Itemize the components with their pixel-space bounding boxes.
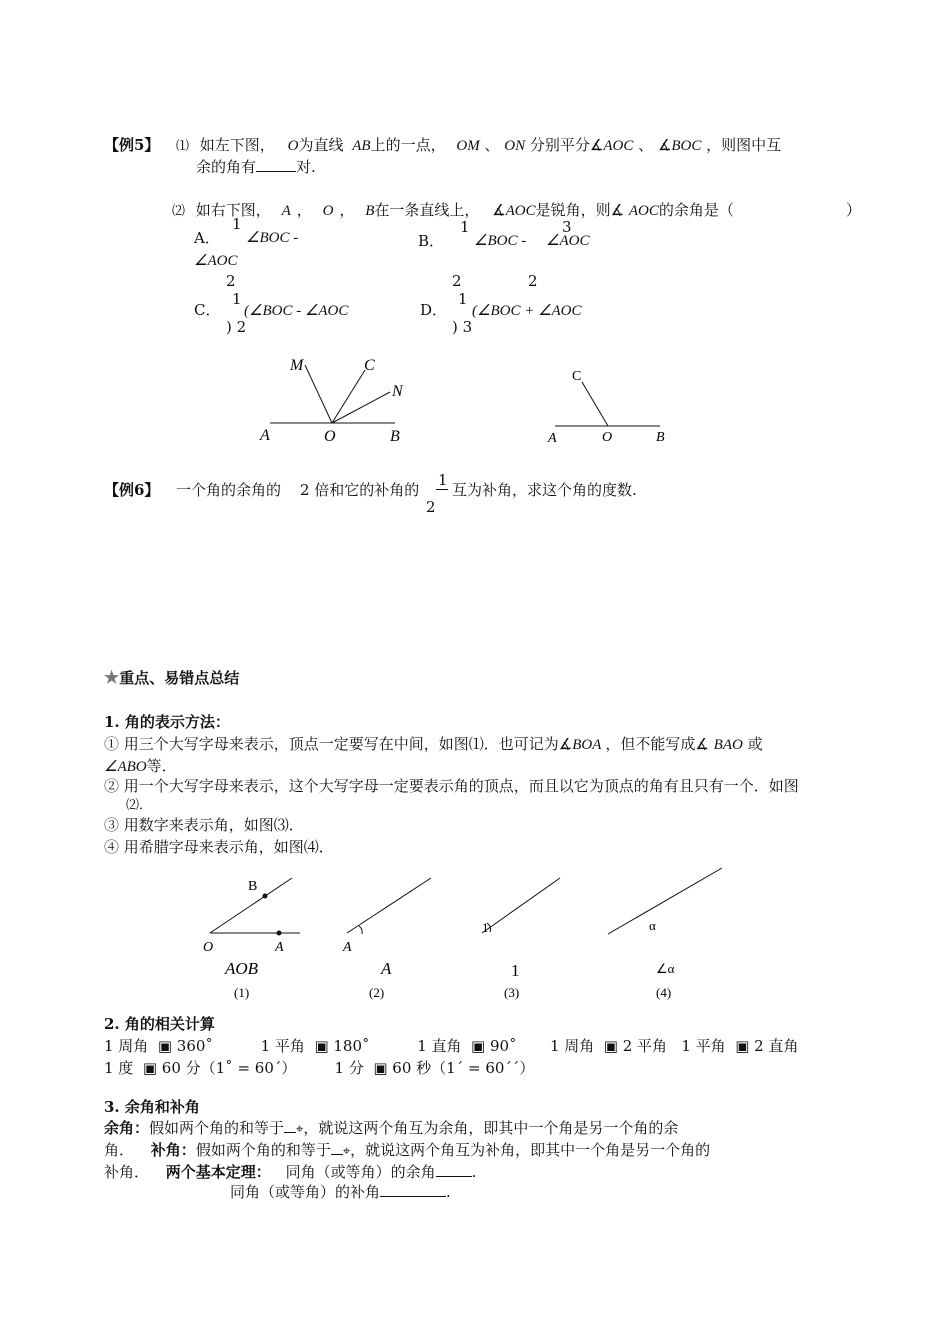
angle-icon: ∡ xyxy=(492,201,506,219)
text: 余的角有 xyxy=(196,158,257,176)
figure-1-three-letters xyxy=(195,870,315,1005)
section-3-line-1 xyxy=(104,1118,678,1140)
label-m: M xyxy=(290,357,304,374)
angle-bao: BAO xyxy=(713,737,743,753)
text: ， xyxy=(339,201,355,219)
angle-aoc: AOC xyxy=(628,203,659,219)
section-2-line-1: 1 周角 ▣ 360˚ 1 平角 ▣ 180˚ 1 直角 ▣ 90˚ 1 周角 ▣ 2 平角 1 平角 ▣ 2 直角 xyxy=(104,1037,799,1055)
answer-blank xyxy=(436,1162,472,1177)
text: 等． xyxy=(146,757,177,775)
figure-4-greek xyxy=(600,862,730,1005)
example-6-text-b: 2 倍和它的补角的 xyxy=(300,481,420,499)
section-1-line-6: ④ 用希腊字母来表示角，如图⑷． xyxy=(104,838,334,856)
option-a-numerator: 1 xyxy=(232,215,242,233)
angle-boa: BOA xyxy=(572,737,602,753)
ray-om: OM xyxy=(456,138,480,154)
figure-number: (1) xyxy=(234,985,250,1000)
option-a-expression: ∠BOC - xyxy=(246,230,299,246)
angle-arc xyxy=(359,926,362,934)
angle-icon: ∡ xyxy=(695,735,709,753)
section-3-line-2 xyxy=(104,1140,710,1162)
option-c-numerator: 1 xyxy=(232,290,242,308)
separator: 、 xyxy=(638,136,654,154)
symbol: ⌖ xyxy=(296,1122,304,1137)
point-b: B xyxy=(365,203,375,219)
label-n: N xyxy=(392,383,403,400)
label-c: C xyxy=(364,357,375,374)
fraction-denominator: 2 xyxy=(426,498,436,516)
angle-aoc: AOC xyxy=(505,203,536,219)
text: ① 用三个大写字母来表示，顶点一定要写在中间，如图⑴．也可记为 xyxy=(104,735,559,753)
text: 补角． xyxy=(104,1163,150,1181)
ray xyxy=(347,878,431,933)
option-b-numerator-2: 3 xyxy=(562,218,572,236)
caption: ∠α xyxy=(656,961,675,976)
ray-on xyxy=(332,392,390,423)
point-o: O xyxy=(322,203,334,219)
term-theorems: 两个基本定理： xyxy=(165,1163,271,1181)
point-a xyxy=(277,931,282,936)
text: 在一条直线上， xyxy=(374,201,480,219)
point-o: O xyxy=(287,138,299,154)
figure-right-acute-angle xyxy=(540,360,680,450)
ray-om xyxy=(305,365,332,423)
angle-icon: ∡ xyxy=(558,735,573,753)
ray xyxy=(482,878,560,933)
ray-on: ON xyxy=(504,138,526,154)
text: ，就说这两个角互为补角，即其中一个角是另一个角的 xyxy=(350,1141,711,1159)
angle-boc: BOC xyxy=(671,138,702,154)
figure-number: (4) xyxy=(656,985,672,1000)
option-d-denominator: ) 3 xyxy=(452,318,473,336)
example-5-label: 【例5】 xyxy=(104,136,160,154)
angle-icon: ∡ xyxy=(610,201,625,219)
section-1-title: 1. 角的表示方法： xyxy=(104,713,230,731)
caption: 1 xyxy=(511,961,520,980)
option-b-denominator-2: 2 xyxy=(528,272,538,290)
ray-oc xyxy=(332,370,365,423)
label-a: A xyxy=(548,431,557,446)
option-d-numerator: 1 xyxy=(458,290,468,308)
option-d-expression: (∠BOC + ∠AOC xyxy=(472,303,582,319)
part-number: ⑴ xyxy=(176,139,190,154)
angle-mark: α xyxy=(649,918,656,933)
label-o: O xyxy=(602,430,613,445)
point-a: A xyxy=(281,203,291,219)
text: ，但不能写成 xyxy=(605,735,696,753)
section-1-line-1 xyxy=(104,734,763,755)
section-2-line-2: 1 度 ▣ 60 分（1˚ = 60´） 1 分 ▣ 60 秒（1´ = 60´´） xyxy=(104,1059,535,1077)
option-b-numerator: 1 xyxy=(460,218,470,236)
angle-abo: ∠ABO xyxy=(104,759,147,775)
answer-blank xyxy=(284,1118,296,1133)
angle-icon: ∡ xyxy=(589,136,604,154)
text: 如左下图， xyxy=(199,136,275,154)
section-1-line-2 xyxy=(104,756,177,777)
text: . xyxy=(471,1163,477,1181)
label-o: O xyxy=(203,940,214,955)
example-5-part1-line2 xyxy=(196,157,316,177)
example-6-text-c: 互为补角，求这个角的度数. xyxy=(452,481,637,499)
text: 假如两个角的和等于 xyxy=(149,1119,285,1137)
text: 是锐角，则 xyxy=(535,201,611,219)
section-2-title: 2. 角的相关计算 xyxy=(104,1015,215,1033)
part-number: ⑵ xyxy=(172,204,186,219)
example-5-part1 xyxy=(176,135,781,157)
option-a-label: A． xyxy=(194,229,220,247)
figure-3-number xyxy=(470,870,570,1005)
option-d-label: D． xyxy=(420,301,448,319)
term-supplementary: 补角： xyxy=(150,1141,196,1159)
summary-heading xyxy=(104,668,239,688)
section-1-line-5: ③ 用数字来表示角，如图⑶． xyxy=(104,816,304,834)
summary-title: 重点、易错点总结 xyxy=(119,669,240,687)
label-b: B xyxy=(390,428,400,445)
label-a: A xyxy=(275,940,284,955)
option-b-expression-2: ∠AOC xyxy=(546,233,590,249)
text: 如右下图， xyxy=(195,201,271,219)
option-b-label: B． xyxy=(418,232,445,250)
text: 为直线 xyxy=(298,136,344,154)
option-c-expression: (∠BOC - ∠AOC xyxy=(244,303,349,319)
caption: A xyxy=(381,959,392,978)
example-6-text-a: 一个角的余角的 xyxy=(176,481,282,499)
label-c: C xyxy=(572,369,582,384)
answer-blank xyxy=(331,1140,343,1155)
label-a: A xyxy=(260,427,270,444)
label-b: B xyxy=(656,430,665,445)
figure-number: (3) xyxy=(504,985,520,1000)
text: ，则图中互 xyxy=(706,136,782,154)
section-1-line-4: ⑵． xyxy=(126,798,153,813)
text: 假如两个角的和等于 xyxy=(195,1141,331,1159)
text: 同角（或等角）的余角 xyxy=(285,1163,436,1181)
label-b: B xyxy=(248,879,258,894)
fraction-numerator: 1 xyxy=(438,471,448,489)
option-c-label: C． xyxy=(194,301,221,319)
example-5-part2 xyxy=(172,200,734,222)
option-c-denominator: ) 2 xyxy=(226,318,247,336)
text: 或 xyxy=(747,735,763,753)
example-6-label: 【例6】 xyxy=(104,481,160,499)
line-ab: AB xyxy=(352,138,371,154)
section-3-line-4 xyxy=(230,1182,451,1202)
point-b xyxy=(263,894,268,899)
section-3-line-3 xyxy=(104,1162,476,1182)
text: 的余角是（ xyxy=(658,201,734,219)
angle-icon: ∡ xyxy=(657,136,672,154)
label-o: O xyxy=(324,428,336,445)
ray-oc xyxy=(582,382,608,426)
angle-aoc: AOC xyxy=(603,138,634,154)
answer-paren-close: ） xyxy=(846,201,862,219)
section-1-line-3: ② 用一个大写字母来表示，这个大写字母一定要表示角的顶点，而且以它为顶点的角有且只有一个．如图 xyxy=(104,777,799,795)
text: 角． xyxy=(104,1141,135,1159)
answer-blank xyxy=(380,1182,446,1197)
text: 上的一点， xyxy=(370,136,446,154)
label-a: A xyxy=(343,940,352,955)
figure-left-bisectors xyxy=(250,350,420,450)
answer-blank xyxy=(256,157,296,172)
symbol: ⌖ xyxy=(342,1144,351,1159)
option-a-expression-2: ∠AOC xyxy=(194,253,238,269)
star-icon: ★ xyxy=(104,668,120,688)
section-3-title: 3. 余角和补角 xyxy=(104,1098,200,1116)
angle-mark: 1 xyxy=(482,920,489,935)
figure-2-single-letter xyxy=(335,870,445,1005)
option-b-denominator: 2 xyxy=(452,272,462,290)
text: ，就说这两个角互为余角，即其中一个角是另一个角的余 xyxy=(303,1119,679,1137)
separator: 、 xyxy=(484,136,500,154)
ray xyxy=(608,868,722,934)
text: . xyxy=(446,1183,451,1201)
term-complementary: 余角： xyxy=(104,1119,150,1137)
text: 对. xyxy=(296,158,316,176)
figure-number: (2) xyxy=(369,985,385,1000)
caption: AOB xyxy=(225,959,259,978)
option-a-denominator: 2 xyxy=(226,272,236,290)
text: 同角（或等角）的补角 xyxy=(230,1183,381,1201)
fraction-bar xyxy=(436,489,448,490)
text: ， xyxy=(296,201,312,219)
option-b-expression: ∠BOC - xyxy=(474,233,527,249)
text: 分别平分 xyxy=(529,136,590,154)
